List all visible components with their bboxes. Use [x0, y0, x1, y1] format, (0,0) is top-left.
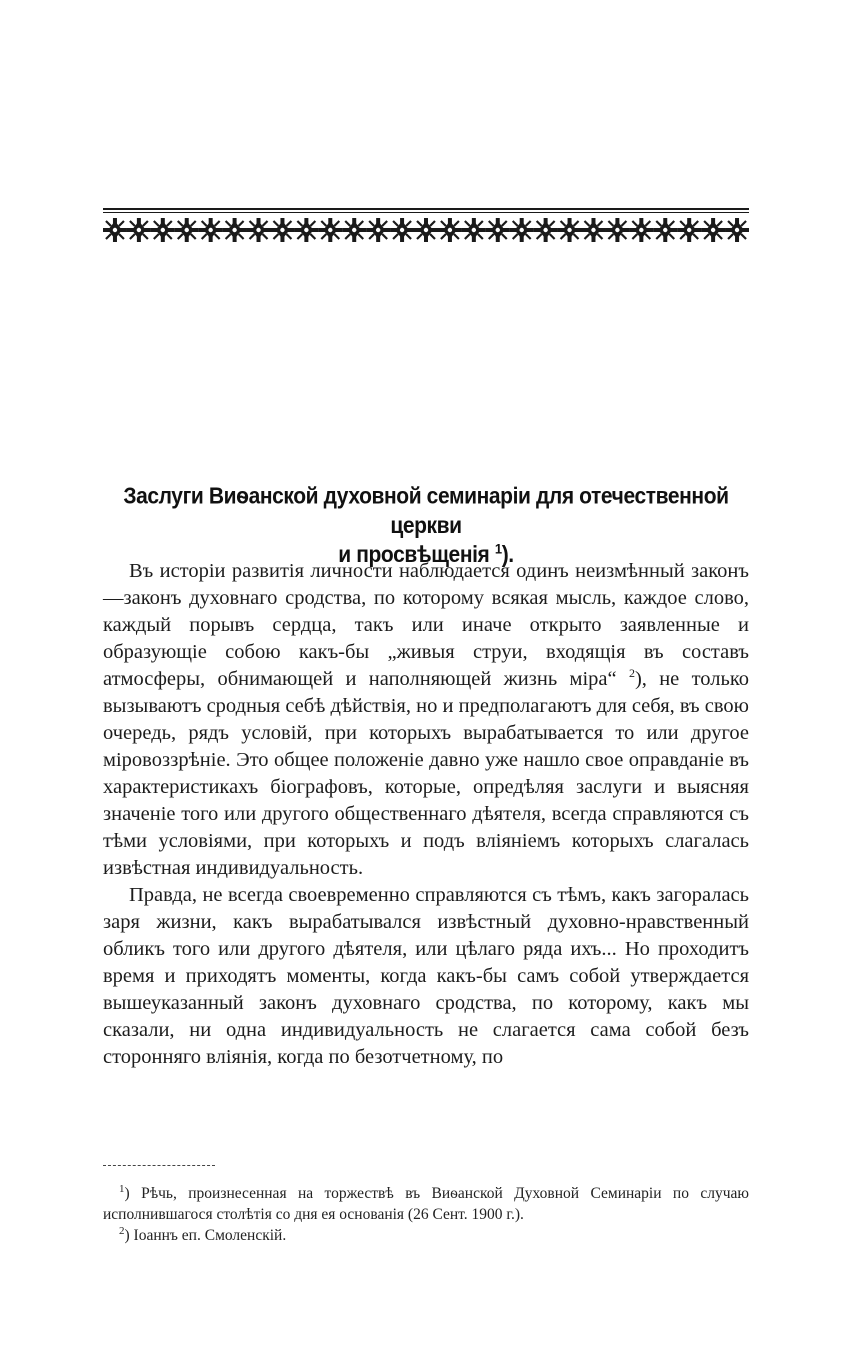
heading-footnote-ref: 1	[494, 540, 502, 557]
footnote-divider	[103, 1165, 215, 1166]
footnote	[103, 1225, 749, 1246]
heading-line-1: Заслуги Виѳанской духовной семинаріи для отечественной церкви	[123, 484, 729, 539]
paragraph-text: Правда, не всегда своевременно справляются съ тѣмъ, какъ загоралась заря жизни, какъ вырабатывался извѣстный духовно-нравственный обликъ того или другого дѣятеля, или цѣлаго ряда ихъ... Но проходитъ время и приходятъ моменты, когда какъ-бы самъ собой утверждается вышеуказанный законъ духовнаго сродства, по которому, какъ мы сказали, ни одна индивидуальность не слагается сама собой безъ сторонняго вліянія, когда по безотчетному, по	[103, 884, 749, 1068]
footnote-mark: 1	[119, 1182, 125, 1195]
heading-closing: ).	[501, 542, 514, 568]
paragraph	[103, 882, 749, 1071]
floral-ornament-band-icon	[103, 206, 749, 244]
article-body	[103, 558, 749, 1071]
footnote-ref: 2	[628, 666, 635, 681]
article-heading	[103, 482, 749, 569]
footnote-mark: 2	[119, 1224, 125, 1237]
paragraph	[103, 558, 749, 882]
footnote-text: ) Іоаннъ еп. Смоленскій.	[124, 1227, 287, 1244]
footnote	[103, 1183, 749, 1225]
footnote-text: ) Рѣчь, произнесенная на торжествѣ въ Виѳанской Духовной Семинаріи по случаю исполнившагося столѣтія со дня ея основанія (26 Сент. 1900 г.).	[103, 1185, 749, 1223]
paragraph-text: ), не только вызываютъ сродныя себѣ дѣйствія, но и предполагаютъ для себя, въ свою очередь, рядъ условій, при которыхъ вырабатывается то или другое міровоззрѣніе. Это общее положеніе давно уже нашло свое оправданіе въ характеристикахъ біографовъ, которые, опредѣляя заслуги и выясняя значеніе того или другого общественнаго дѣятеля, всегда справляются съ тѣми условіями, при которыхъ и подъ вліяніемъ которыхъ слагалась извѣстная индивидуальность.	[103, 668, 749, 879]
heading-line-2-text: и просвѣщенія	[338, 542, 490, 568]
footnotes	[103, 1183, 749, 1246]
paragraph-text: Въ исторіи развитія личности наблюдается одинъ неизмѣнный законъ—законъ духовнаго сродства, по которому всякая мысль, каждое слово, каждый порывъ сердца, такъ или иначе открыто заявленные и образующіе собою какъ-бы „живыя струи, входящія въ составъ атмосферы, обнимающей и наполняющей жизнь міра“	[103, 560, 749, 690]
